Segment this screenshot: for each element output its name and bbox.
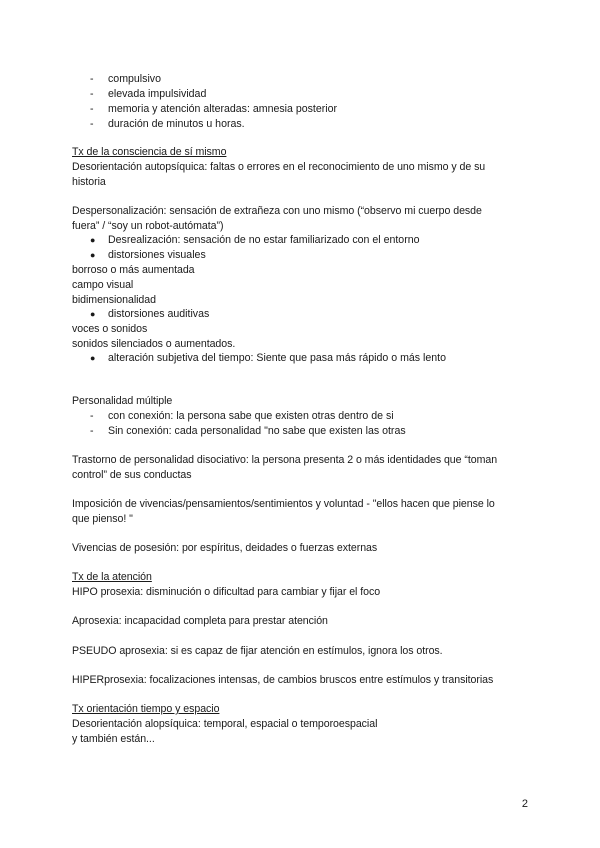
bullet-text: Desrealización: sensación de no estar familiarizado con el entorno bbox=[108, 234, 420, 246]
autopsiquica-text-cont: historia bbox=[72, 176, 106, 188]
section-heading-atencion: Tx de la atención bbox=[72, 571, 152, 583]
bullet-marker: ● bbox=[90, 309, 96, 319]
list-item-text: Sin conexión: cada personalidad "no sabe que existen las otras bbox=[108, 425, 406, 437]
page-number: 2 bbox=[521, 798, 528, 810]
dash-marker: - bbox=[90, 88, 94, 100]
section-heading-consciencia: Tx de la consciencia de sí mismo bbox=[72, 146, 227, 158]
personalidad-multiple-title: Personalidad múltiple bbox=[72, 395, 173, 407]
list-item-text: con conexión: la persona sabe que existen otras dentro de si bbox=[108, 410, 394, 422]
trastorno-text-cont: control” de sus conductas bbox=[72, 469, 192, 481]
alopsiquica-text: Desorientación alopsíquica: temporal, espacial o temporoespacial bbox=[72, 718, 378, 730]
pseudo-aprosexia-text: PSEUDO aprosexia: si es capaz de fijar atención en estímulos, ignora los otros. bbox=[72, 645, 443, 657]
list-item-text: memoria y atención alteradas: amnesia posterior bbox=[108, 103, 338, 115]
list-item-text: elevada impulsividad bbox=[108, 88, 207, 100]
bullet-marker: ● bbox=[90, 250, 96, 260]
dash-marker: - bbox=[90, 103, 94, 115]
alopsiquica-text-cont: y también están... bbox=[72, 733, 155, 745]
dash-marker: - bbox=[90, 410, 94, 422]
hiperprosexia-text: HIPERprosexia: focalizaciones intensas, de cambios bruscos entre estímulos y transitorias bbox=[72, 674, 494, 686]
bullet-marker: ● bbox=[90, 353, 96, 363]
dash-marker: - bbox=[90, 425, 94, 437]
imposicion-text-cont: que pienso! " bbox=[72, 513, 133, 525]
imposicion-text: Imposición de vivencias/pensamientos/sentimientos y voluntad - "ellos hacen que piense lo bbox=[72, 498, 495, 510]
visuales-detail: borroso o más aumentada bbox=[72, 264, 195, 276]
despersonalizacion-text: Despersonalización: sensación de extrañeza con uno mismo (“observo mi cuerpo desde bbox=[72, 205, 482, 217]
visuales-detail: bidimensionalidad bbox=[72, 294, 156, 306]
aprosexia-text: Aprosexia: incapacidad completa para prestar atención bbox=[72, 615, 328, 627]
hipo-prosexia-text: HIPO prosexia: disminución o dificultad para cambiar y fijar el foco bbox=[72, 586, 381, 598]
bullet-text: distorsiones auditivas bbox=[108, 308, 210, 320]
bullet-text: distorsiones visuales bbox=[108, 249, 206, 261]
autopsiquica-text: Desorientación autopsíquica: faltas o errores en el reconocimiento de uno mismo y de su bbox=[72, 161, 486, 173]
auditivas-detail: sonidos silenciados o aumentados. bbox=[72, 338, 236, 350]
bullet-marker: ● bbox=[90, 235, 96, 245]
trastorno-text: Trastorno de personalidad disociativo: la persona presenta 2 o más identidades que “toman bbox=[72, 454, 498, 466]
despersonalizacion-text-cont: fuera” / “soy un robot-autómata”) bbox=[72, 220, 224, 232]
dash-marker: - bbox=[90, 118, 94, 130]
section-heading-orientacion: Tx orientación tiempo y espacio bbox=[72, 703, 220, 715]
bullet-text: alteración subjetiva del tiempo: Siente que pasa más rápido o más lento bbox=[108, 352, 447, 364]
list-item-text: compulsivo bbox=[108, 73, 161, 85]
list-item-text: duración de minutos u horas. bbox=[108, 118, 245, 130]
posesion-text: Vivencias de posesión: por espíritus, deidades o fuerzas externas bbox=[72, 542, 378, 554]
visuales-detail: campo visual bbox=[72, 279, 134, 291]
dash-marker: - bbox=[90, 73, 94, 85]
auditivas-detail: voces o sonidos bbox=[72, 323, 148, 335]
